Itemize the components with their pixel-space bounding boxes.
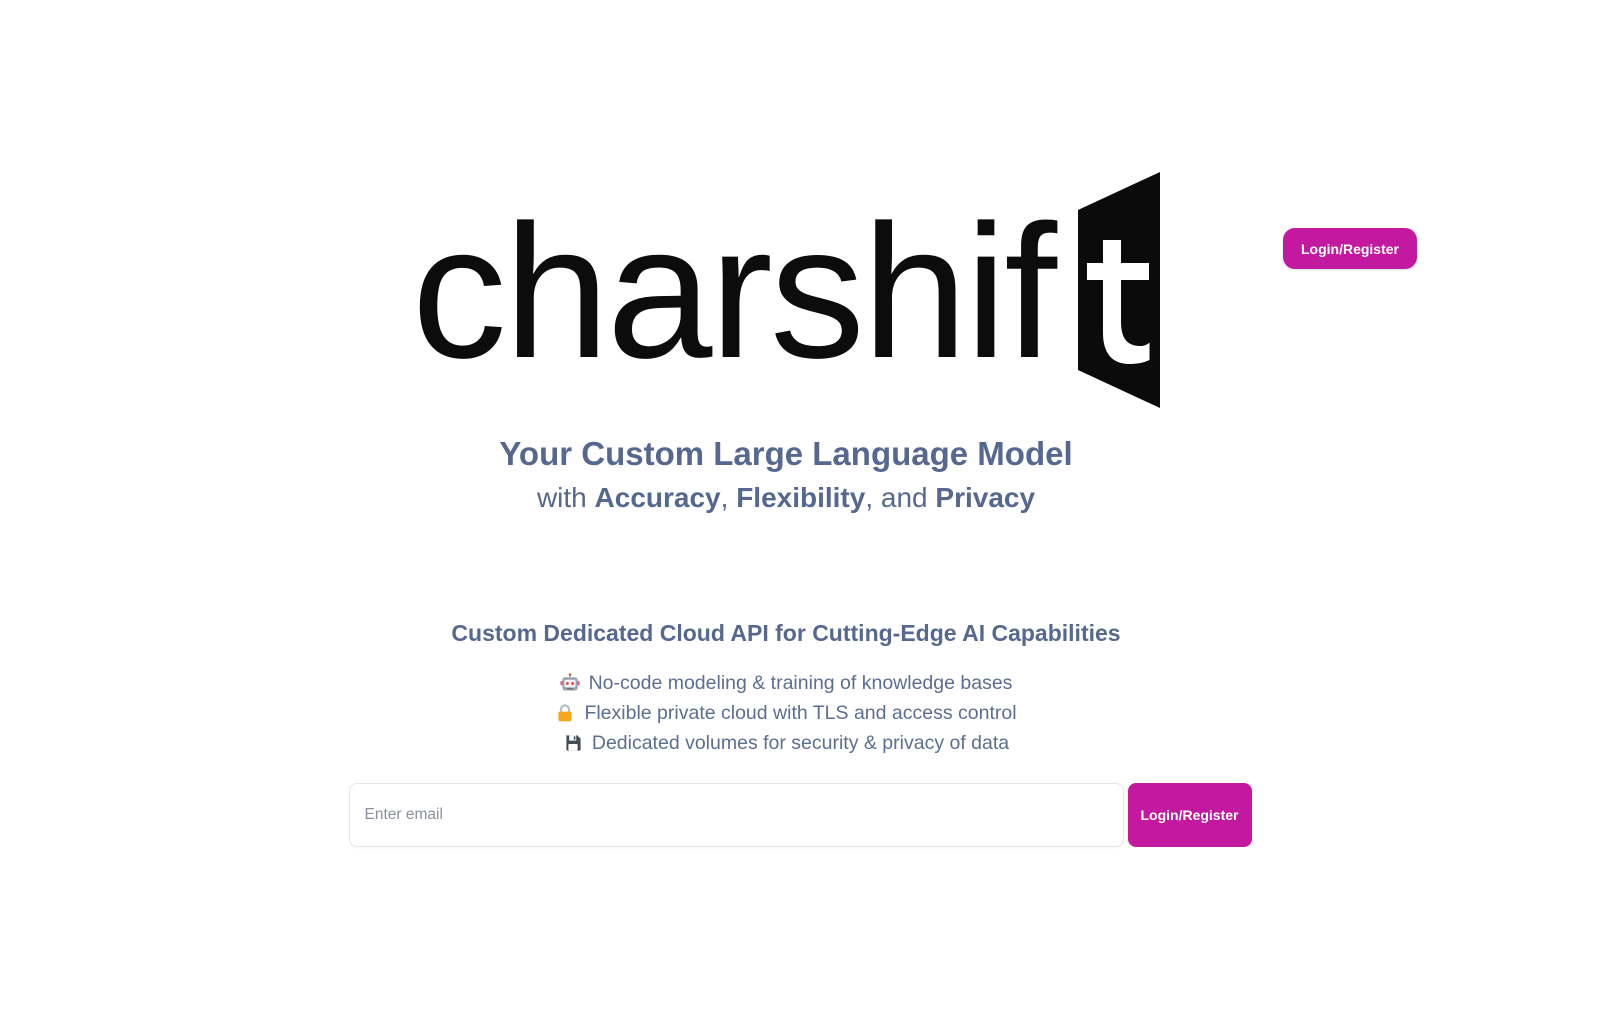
email-input[interactable] [349, 783, 1124, 847]
tagline-prefix: with [536, 482, 595, 514]
signup-login-register-button[interactable]: Login/Register [1128, 783, 1252, 847]
hero-section [331, 186, 1241, 758]
tagline-privacy: Privacy [935, 482, 1036, 514]
feature-text: No-code modeling & training of knowledge bases [588, 671, 1013, 694]
tagline-flexibility: Flexibility [736, 482, 866, 514]
landing-main [345, 186, 1255, 847]
features-heading: Custom Dedicated Cloud API for Cutting-Edge AI Capabilities [451, 620, 1121, 647]
feature-text: Flexible private cloud with TLS and access control [584, 701, 1017, 724]
feature-item-dedicated-volumes [563, 728, 1009, 758]
charshift-logo [331, 186, 1241, 408]
feature-text: Dedicated volumes for security & privacy of data [591, 731, 1010, 754]
robot-icon [560, 673, 580, 693]
feature-item-private-cloud [555, 698, 1016, 728]
tagline-sep2: , and [865, 482, 936, 514]
floppy-disk-icon [563, 733, 583, 753]
login-register-button[interactable]: Login/Register [1283, 228, 1417, 269]
tagline-accuracy: Accuracy [594, 482, 721, 514]
feature-item-no-code [560, 668, 1013, 698]
hero-tagline [331, 480, 1241, 515]
tagline-sep1: , [720, 482, 737, 514]
lock-icon [555, 703, 575, 723]
hero-title: Your Custom Large Language Model [499, 435, 1073, 472]
logo-wordmark-text: charshif [411, 186, 1055, 398]
signup-row [349, 783, 1252, 847]
feature-list [331, 668, 1241, 758]
logo-panel-t-icon [1078, 172, 1160, 408]
